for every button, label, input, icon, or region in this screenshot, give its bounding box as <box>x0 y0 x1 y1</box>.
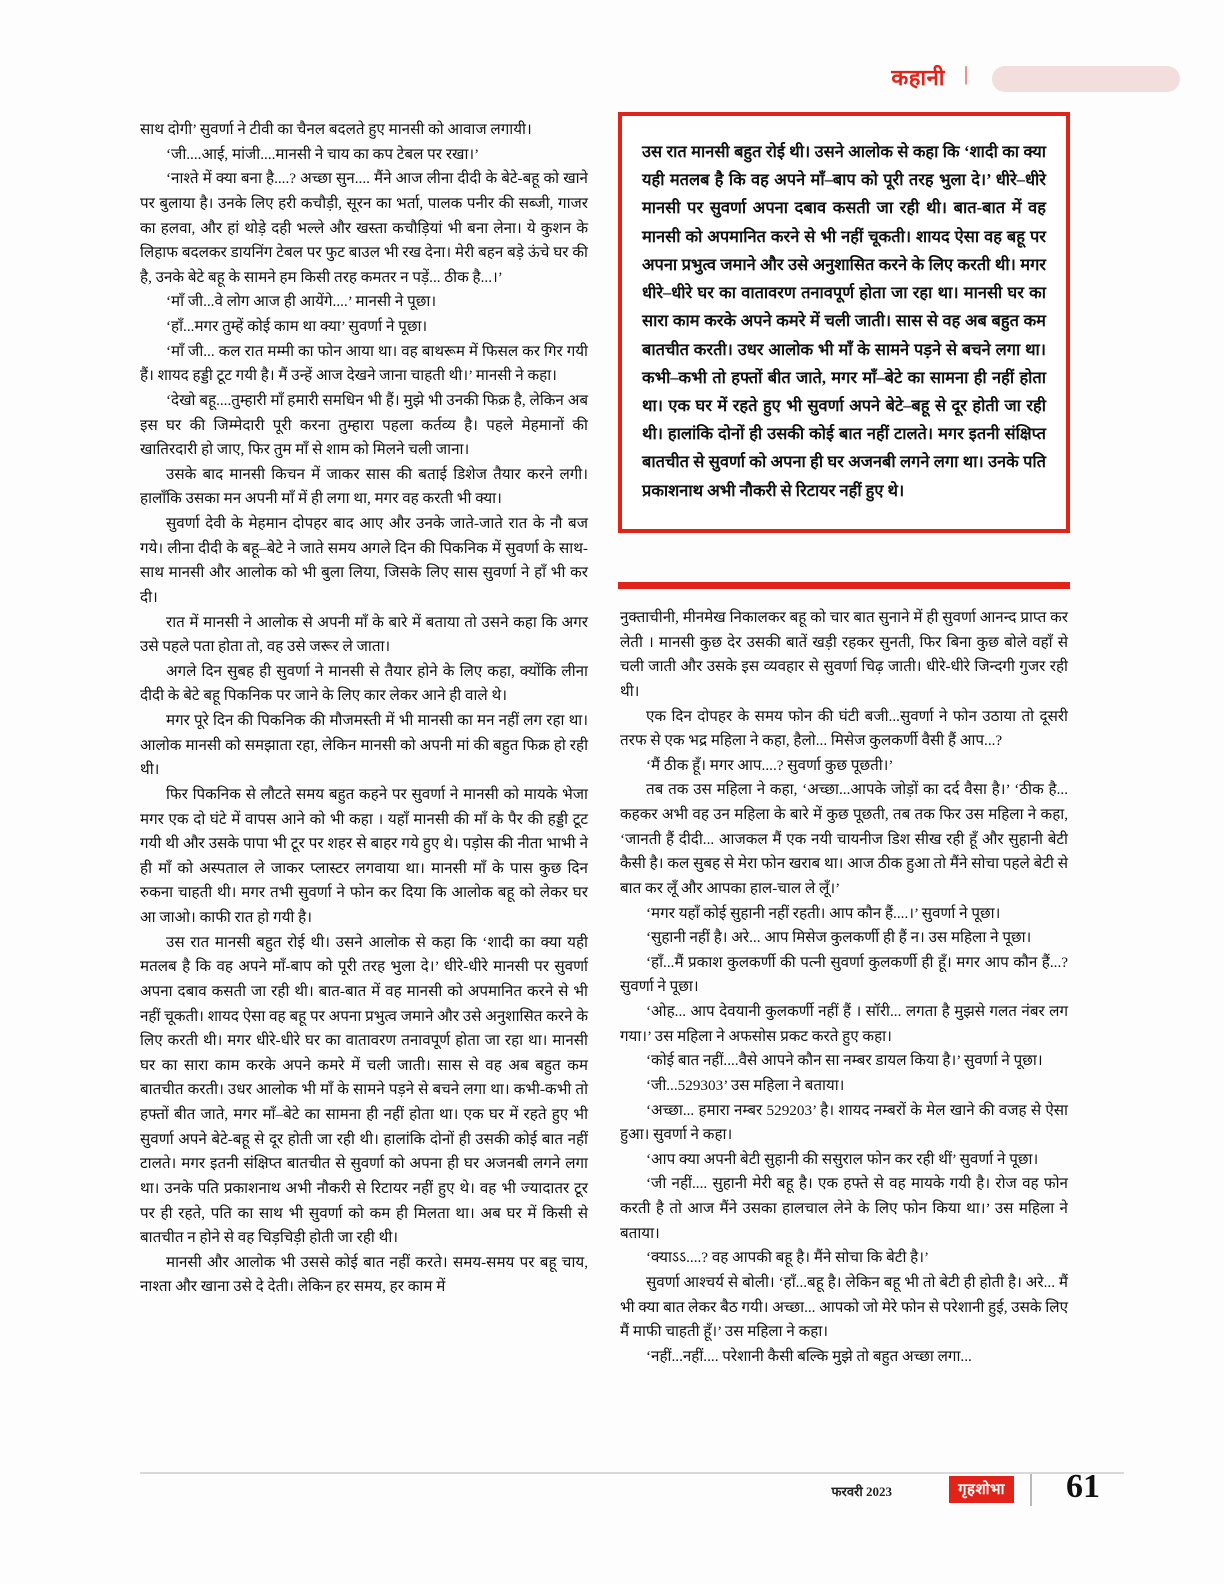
body-paragraph: ‘ओह... आप देवयानी कुलकर्णी नहीं हैं । सॉरी... लगता है मुझसे गलत नंबर लग गया।’ उस महिला ने अफसोस प्रकट करते हुए कहा। <box>620 1003 1068 1045</box>
header-separator: | <box>963 63 968 85</box>
body-paragraph: तब तक उस महिला ने कहा, ‘अच्छा...आपके जोड़ों का दर्द वैसा है।’ ‘ठीक है... कहकर अभी वह उन महिला के बारे में कुछ पूछती, तब तक फिर उस महिला ने कहा, ‘जानती हैं दीदी... आजकल मैं एक नयी चायनीज डिश सीख रही हूँ और सुहानी बेटी कैसी है। कल सुबह से मेरा फोन खराब था। आज ठीक हुआ तो मैंने सोचा पहले बेटी से बात कर लूँ और आपका हाल-चाल ले लूँ।’ <box>620 781 1068 897</box>
left-column <box>140 118 588 1300</box>
body-paragraph: ‘नाश्ते में क्या बना है....? अच्छा सुन.... मैंने आज लीना दीदी के बेटे-बहू को खाने पर बुलाया है। उनके लिए हरी कचौड़ी, सूरन का भर्ता, पालक पनीर की सब्जी, गाजर का हलवा, और हां थोड़े दही भल्ले और खस्ता कचौड़ियां भी बना लेना। ये कुशन के लिहाफ बदलकर डायनिंग टेबल पर फुट बाउल भी रख देना। मेरी बहन बड़े ऊंचे घर की है, उनके बेटे बहू के सामने हम किसी तरह कमतर न पड़ें... ठीक है...।’ <box>140 170 588 286</box>
page-footer <box>140 1468 1124 1512</box>
body-paragraph: ‘अच्छा... हमारा नम्बर 529203’ है। शायद नम्बरों के मेल खाने की वजह से ऐसा हुआ। सुवर्णा ने कहा। <box>620 1101 1068 1144</box>
issue-date: फरवरी 2023 <box>831 1484 892 1499</box>
body-paragraph: सुवर्णा देवी के मेहमान दोपहर बाद आए और उनके जाते-जाते रात के नौ बज गये। लीना दीदी के बहू–बेटे ने जाते समय अगले दिन की पिकनिक में सुवर्णा के साथ-साथ मानसी और आलोक को भी बुला लिया, जिसके लिए सास सुवर्णा ने हाँ भी कर दी। <box>140 515 588 606</box>
body-paragraph: साथ दोगी’ सुवर्णा ने टीवी का चैनल बदलते हुए मानसी को आवाज लगायी। <box>140 121 532 138</box>
body-paragraph: ‘नहीं...नहीं.... परेशानी कैसी बल्कि मुझे तो बहुत अच्छा लगा... <box>646 1347 972 1365</box>
header-accent-band <box>992 66 1180 92</box>
body-paragraph: उस रात मानसी बहुत रोई थी। उसने आलोक से कहा कि ‘शादी का क्या यही मतलब है कि वह अपने माँ-बाप को पूरी तरह भुला दे।’ धीरे-धीरे मानसी पर सुवर्णा अपना दबाव कसती जा रही थी। बात-बात में वह मानसी को अपमानित करने से भी नहीं चूकती। शायद ऐसा वह बहू पर अपना प्रभुत्व जमाने और उसे अनुशासित करने के लिए करती थी। मगर धीरे-धीरे घर का वातावरण तनावपूर्ण होता जा रहा था। मानसी घर का सारा काम करके अपने कमरे में चली जाती। सास से वह अब बहुत कम बातचीत करती। उधर आलोक भी माँ के सामने पड़ने से बचने लगा था। कभी-कभी तो हफ्तों बीत जाते, मगर माँ–बेटे का सामना ही नहीं होता था। एक घर में रहते हुए भी सुवर्णा अपने बेटे-बहू से दूर होती जा रही थी। हालांकि दोनों ही उसकी कोई बात नहीं टालते। मगर इतनी संक्षिप्त बातचीत से सुवर्णा को अपना ही घर अजनबी लगने लगा था। उनके पति प्रकाशनाथ अभी नौकरी से रिटायर नहीं हुए थे। वह भी ज्यादातर टूर पर ही रहते, पति का साथ भी सुवर्णा को कम ही मिलता था। अब घर में किसी से बातचीत न होने से वह चिड़चिड़ी होती जा रही थी। <box>140 933 588 1247</box>
footer-vertical-rule <box>1030 1474 1032 1506</box>
body-paragraph: ‘जी...529303’ उस महिला ने बताया। <box>646 1076 845 1094</box>
body-paragraph: ‘कोई बात नहीं....वैसे आपने कौन सा नम्बर डायल किया है।’ सुवर्णा ने पूछा। <box>646 1052 1043 1070</box>
body-paragraph: उसके बाद मानसी किचन में जाकर सास की बताई डिशेज तैयार करने लगी। हालाँकि उसका मन अपनी माँ में ही लगा था, मगर वह करती भी क्या। <box>140 465 588 508</box>
body-paragraph: ‘जी....आई, मांजी....मानसी ने चाय का कप टेबल पर रखा।’ <box>166 145 480 163</box>
body-paragraph: ‘सुहानी नहीं है। अरे... आप मिसेज कुलकर्णी ही हैं न। उस महिला ने पूछा। <box>646 929 1032 947</box>
body-paragraph: नुक्ताचीनी, मीनमेख निकालकर बहू को चार बात सुनाने में ही सुवर्णा आनन्द प्राप्त कर लेती । मानसी कुछ देर उसकी बातें खड़ी रहकर सुनती, फिर बिना कुछ बोले वहाँ से चली जाती और उसके इस व्यवहार से सुवर्णा चिढ़ जाती। धीरे-धीरे जिन्दगी गुजर रही थी। <box>620 609 1068 700</box>
body-paragraph: मानसी और आलोक भी उससे कोई बात नहीं करते। समय-समय पर बहू चाय, नाश्ता और खाना उसे दे देती। लेकिन हर समय, हर काम में <box>140 1253 588 1296</box>
body-paragraph: रात में मानसी ने आलोक से अपनी माँ के बारे में बताया तो उसने कहा कि अगर उसे पहले पता होता तो, वह उसे जरूर ले जाता। <box>140 613 588 656</box>
body-paragraph: ‘मगर यहाँ कोई सुहानी नहीं रहती। आप कौन हैं....।’ सुवर्णा ने पूछा। <box>646 904 1001 922</box>
body-paragraph: ‘आप क्या अपनी बेटी सुहानी की ससुराल फोन कर रही थीं’ सुवर्णा ने पूछा। <box>646 1150 1039 1168</box>
page-number: 61 <box>1066 1468 1100 1505</box>
body-paragraph: ‘जी नहीं.... सुहानी मेरी बहू है। एक हफ्ते से वह मायके गयी है। रोज वह फोन करती है तो आज मैंने उसका हालचाल लेने के लिए फोन किया था।’ उस महिला ने बताया। <box>620 1175 1068 1242</box>
pull-quote-text: उस रात मानसी बहुत रोई थी। उसने आलोक से कहा कि ‘शादी का क्या यही मतलब है कि वह अपने माँ–बाप को पूरी तरह भुला दे।’ धीरे–धीरे मानसी पर सुवर्णा अपना दबाव कसती जा रही थी। बात-बात में वह मानसी को अपमानित करने से भी नहीं चूकती। शायद ऐसा वह बहू पर अपना प्रभुत्व जमाने और उसे अनुशासित करने के लिए करती थी। मगर धीरे–धीरे घर का वातावरण तनावपूर्ण होता जा रहा था। मानसी घर का सारा काम करके अपने कमरे में चली जाती। सास से वह अब बहुत कम बातचीत करती। उधर आलोक भी माँ के सामने पड़ने से बचने लगा था। कभी–कभी तो हफ्तों बीत जाते, मगर माँ–बेटे का सामना ही नहीं होता था। एक घर में रहते हुए भी सुवर्णा अपने बेटे–बहू से दूर होती जा रही थी। हालांकि दोनों ही उसकी कोई बात नहीं टालते। मगर इतनी संक्षिप्त बातचीत से सुवर्णा को अपना ही घर अजनबी लगने लगा था। उनके पति प्रकाशनाथ अभी नौकरी से रिटायर नहीं हुए थे। <box>642 142 1046 500</box>
body-paragraph: ‘क्याऽऽ....? वह आपकी बहू है। मैंने सोचा कि बेटी है।’ <box>646 1249 930 1267</box>
body-paragraph: अगले दिन सुबह ही सुवर्णा ने मानसी से तैयार होने के लिए कहा, क्योंकि लीना दीदी के बेटे बहू पिकनिक पर जाने के लिए कार लेकर आने ही वाले थे। <box>140 662 588 705</box>
body-paragraph: मगर पूरे दिन की पिकनिक की मौजमस्ती में भी मानसी का मन नहीं लग रहा था। आलोक मानसी को समझाता रहा, लेकिन मानसी को अपनी मां की बहुत फिक्र हो रही थी। <box>140 712 588 779</box>
body-paragraph: ‘माँ जी...वे लोग आज ही आयेंगे....’ मानसी ने पूछा। <box>166 293 437 311</box>
magazine-logo: गृहशोभा <box>949 1476 1014 1503</box>
body-paragraph: एक दिन दोपहर के समय फोन की घंटी बजी...सुवर्णा ने फोन उठाया तो दूसरी तरफ से एक भद्र महिला ने कहा, हैलो... मिसेज कुलकर्णी वैसी हैं आप...? <box>620 707 1068 750</box>
section-label: कहानी <box>891 65 945 90</box>
body-paragraph: सुवर्णा आश्चर्य से बोली। ‘हाँ...बहू है। लेकिन बहू भी तो बेटी ही होती है। अरे... मैं भी क्या बात लेकर बैठ गयी। अच्छा... आपको जो मेरे फोन से परेशानी हुई, उसके लिए मैं माफी चाहती हूँ।’ उस महिला ने कहा। <box>620 1273 1068 1341</box>
body-paragraph: ‘माँ जी... कल रात मम्मी का फोन आया था। वह बाथरूम में फिसल कर गिर गयी हैं। शायद हड्डी टूट गयी है। मैं उन्हें आज देखने जाना चाहती थी।’ मानसी ने कहा। <box>140 342 588 385</box>
body-paragraph: ‘हाँ...मगर तुम्हें कोई काम था क्या’ सुवर्णा ने पूछा। <box>166 318 428 335</box>
body-paragraph: ‘मैं ठीक हूँ। मगर आप....? सुवर्णा कुछ पूछती।’ <box>646 756 894 774</box>
right-column <box>620 606 1068 1369</box>
footer-divider-rule <box>140 1472 1124 1474</box>
body-paragraph: ‘देखो बहू....तुम्हारी माँ हमारी समधिन भी हैं। मुझे भी उनकी फिक्र है, लेकिन अब इस घर की जिम्मेदारी पूरी करना तुम्हारा पहला कर्तव्य है। पहले मेहमानों की खातिरदारी हो जाए, फिर तुम माँ से शाम को मिलने चली जाना। <box>140 391 588 459</box>
page-header <box>620 62 1180 96</box>
pull-quote-box <box>618 112 1070 533</box>
body-paragraph: ‘हाँ...मैं प्रकाश कुलकर्णी की पत्नी सुवर्णा कुलकर्णी ही हूँ। मगर आप कौन हैं...? सुवर्णा ने पूछा। <box>620 953 1068 996</box>
pull-quote-underbar <box>618 582 1070 589</box>
body-paragraph: फिर पिकनिक से लौटते समय बहुत कहने पर सुवर्णा ने मानसी को मायके भेजा मगर एक दो घंटे में वापस आने को भी कहा । यहाँ मानसी की माँ के पैर की हड्डी टूट गयी थी और उसके पापा भी टूर पर शहर से बाहर गये हुए थे। पड़ोस की नीता भाभी ने ही माँ को अस्पताल ले जाकर प्लास्टर लगवाया था। मानसी माँ के पास कुछ दिन रुकना चाहती थी। मगर तभी सुवर्णा ने फोन कर दिया कि आलोक बहू को लेकर घर आ जाओ। काफी रात हो गयी है। <box>140 785 588 926</box>
